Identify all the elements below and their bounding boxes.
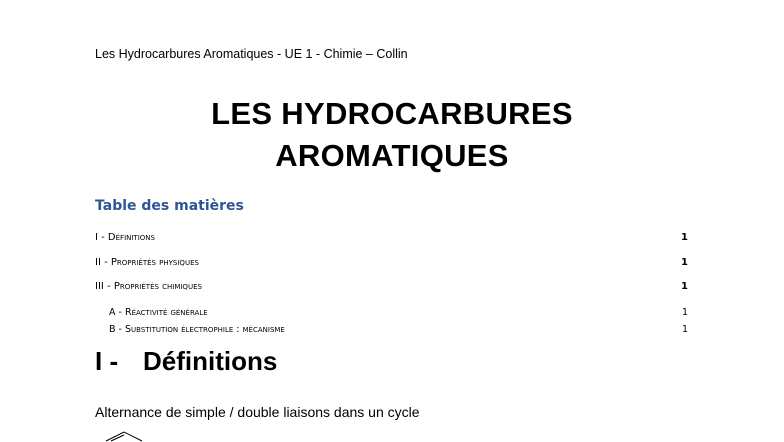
toc-entry-page: 1 — [681, 324, 688, 335]
section-title: Définitions — [143, 346, 278, 376]
toc-entry-physical-properties[interactable] — [95, 256, 688, 270]
toc-entry-page: 1 — [681, 232, 688, 243]
section-heading-definitions — [95, 348, 277, 374]
toc-entry-page: 1 — [681, 307, 688, 318]
toc-entry-label: B - Substitution électrophile : mécanisme — [109, 324, 285, 335]
toc-entry-label: II - Propriétés physiques — [95, 257, 199, 268]
section-body-text: Alternance de simple / double liaisons dans un cycle — [95, 404, 420, 420]
toc-heading: Table des matières — [95, 198, 244, 214]
toc-entry-page: 1 — [681, 281, 688, 292]
toc-entry-label: A - Réactivité générale — [109, 307, 208, 318]
document-title-line-2: AROMATIQUES — [275, 138, 509, 173]
toc-entry-page: 1 — [681, 257, 688, 268]
toc-entry-general-reactivity[interactable] — [109, 306, 688, 320]
toc-entry-label: III - Propriétés chimiques — [95, 281, 202, 292]
toc-entry-electrophilic-substitution[interactable] — [109, 323, 688, 337]
toc-entry-label: I - Définitions — [95, 232, 155, 243]
document-title-line-1: LES HYDROCARBURES — [211, 96, 573, 131]
running-header: Les Hydrocarbures Aromatiques - UE 1 - Chimie – Collin — [95, 47, 408, 61]
toc-entry-chemical-properties[interactable] — [95, 280, 688, 294]
toc-entry-definitions[interactable] — [95, 231, 688, 245]
benzene-ring-fragment — [100, 428, 150, 442]
section-number: I - — [95, 346, 119, 376]
